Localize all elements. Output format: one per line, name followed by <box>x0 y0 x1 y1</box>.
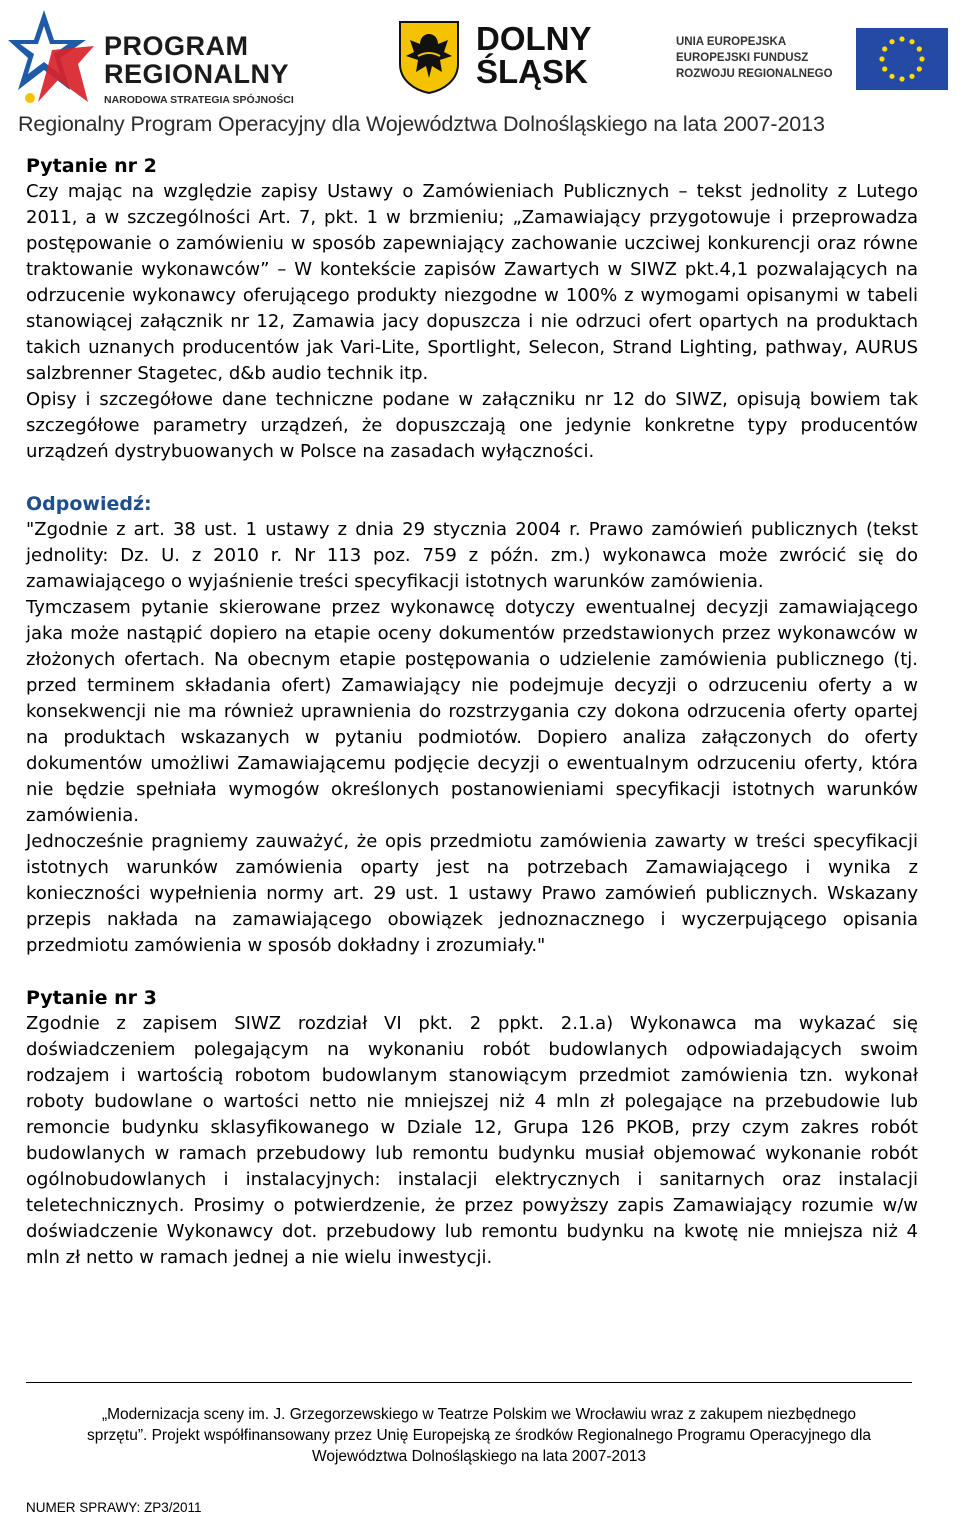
regional-program-line: Regionalny Program Operacyjny dla Województwa Dolnośląskiego na lata 2007-2013 <box>18 112 825 136</box>
answer-2-paragraph-2: Tymczasem pytanie skierowane przez wykonawcę dotyczy ewentualnej decyzji zamawiającego jaka może nastąpić dopiero na etapie oceny dokumentów przedstawionych przez wykonawców w złożonych ofertach. Na obecnym etapie postępowania o udzielenie zamówienia publicznego (tj. przed terminem składania ofert) Zamawiający nie podejmuje decyzji o odrzuceniu oferty a w konsekwencji nie ma również uprawnienia do rozstrzygania czy dokona odrzucenia oferty opartej na produktach wskazanych w pytaniu podmiotów. Dopiero analiza załączonych do oferty dokumentów umożliwi Zamawiającemu podjęcie decyzji o ewentualnym odrzuceniu oferty, która nie będzie spełniała wymogów określonych postanowieniami specyfikacji istotnych warunków zamówienia. <box>26 597 918 826</box>
eu-text-line2: EUROPEJSKI FUNDUSZ <box>676 52 809 64</box>
answer-2-paragraph-3: Jednocześnie pragniemy zauważyć, że opis przedmiotu zamówienia zawarty w treści specyfikacji istotnych warunków zamówienia oparty jest na potrzebach Zamawiającego i wynika z konieczności wypełnienia normy art. 29 ust. 1 ustawy Prawo zamówień publicznych. Wskazany przepis nakłada na zamawiającego obowiązek jednoznacznego i wyczerpującego opisania przedmiotu zamówienia w sposób dokładny i zrozumiały." <box>26 831 918 956</box>
program-subtitle: NARODOWA STRATEGIA SPÓJNOŚCI <box>104 94 294 106</box>
footer-line-1: „Modernizacja sceny im. J. Grzegorzewskiego w Teatrze Polskim we Wrocławiu wraz z zakupem niezbędnego <box>101 1406 857 1423</box>
region-name-line2: ŚLĄSK <box>476 53 588 90</box>
eu-flag-icon <box>856 28 948 90</box>
program-title-line1: PROGRAM <box>104 31 249 61</box>
footer-line-3: Województwa Dolnośląskiego na lata 2007-2013 <box>311 1448 647 1465</box>
question-3-section <box>26 985 918 1271</box>
footer-project-text <box>26 1404 932 1467</box>
program-title <box>104 32 289 88</box>
program-title-line2: REGIONALNY <box>104 59 290 89</box>
star-emblem-icon <box>8 6 96 106</box>
page-header <box>0 0 960 150</box>
question-2-paragraph-1: Czy mając na względzie zapisy Ustawy o Zamówieniach Publicznych – tekst jednolity z Lutego 2011, a w szczególności Art. 7, pkt. 1 w brzmieniu; „Zamawiający przygotowuje i przeprowadza postępowanie o zamówieniu w sposób zapewniający zachowanie uczciwej konkurencji oraz równe traktowanie wykonawców” – W kontekście zapisów Zawartych w SIWZ pkt.4,1 pozwalających na odrzucenie wykonawcy oferującego produkty niezgodne w 100% z wymogami opisanymi w tabeli stanowiącej załącznik nr 12, Zamawia jacy dopuszcza i nie odrzuci ofert opartych na produktach takich uznanych producentów jak Vari-Lite, Sportlight, Selecon, Strand Lighting, pathway, AURUS salzbrenner Stagetec, d&b audio technik itp. <box>26 181 918 384</box>
eu-text-line1: UNIA EUROPEJSKA <box>676 36 787 48</box>
eu-fund-text <box>676 34 833 82</box>
document-body <box>26 153 918 1271</box>
eu-fund-logo <box>676 26 950 96</box>
footer-line-2: sprzętu”. Projekt współfinansowany przez Unię Europejską ze środków Regionalnego Programu Operacyjnego dla <box>86 1427 872 1444</box>
answer-2-section <box>26 491 918 959</box>
question-2-paragraph-2: Opisy i szczegółowe dane techniczne podane w załączniku nr 12 do SIWZ, opisują bowiem tak szczegółowe parametry urządzeń, że dopuszczają one jedynie konkretne typy producentów urządzeń dystrybuowanych w Polsce na zasadach wyłączności. <box>26 389 918 462</box>
case-number: NUMER SPRAWY: ZP3/2011 <box>26 1500 202 1515</box>
answer-2-heading: Odpowiedź: <box>26 493 152 515</box>
question-2-section <box>26 153 918 465</box>
eu-text-line3: ROZWOJU REGIONALNEGO <box>676 68 833 80</box>
region-name-line1: DOLNY <box>476 20 592 57</box>
eagle-crest-icon <box>398 20 460 94</box>
program-regionalny-logo <box>8 6 338 106</box>
dolny-slask-logo <box>398 20 618 100</box>
spacer <box>26 959 918 985</box>
footer-divider <box>26 1382 912 1383</box>
question-3-heading: Pytanie nr 3 <box>26 987 157 1009</box>
spacer <box>26 465 918 491</box>
answer-2-paragraph-1: "Zgodnie z art. 38 ust. 1 ustawy z dnia 29 stycznia 2004 r. Prawo zamówień publicznych (tekst jednolity: Dz. U. z 2010 r. Nr 113 poz. 759 z późn. zm.) wykonawca może zwrócić się do zamawiającego o wyjaśnienie treści specyfikacji istotnych warunków zamówienia. <box>26 519 918 592</box>
question-3-paragraph-1: Zgodnie z zapisem SIWZ rozdział VI pkt. 2 ppkt. 2.1.a) Wykonawca ma wykazać się doświadczeniem polegającym na wykonaniu robót budowlanych odpowiadających swoim rodzajem i wartością robotom budowlanym stanowiącym przedmiot zamówienia tzn. wykonał roboty budowlane o wartości netto nie mniejszej niż 4 mln zł polegające na przebudowie lub remoncie budynku sklasyfikowanego w Dziale 12, Grupa 126 PKOB, przy czym zakres robót budowlanych w ramach przebudowy lub remontu budynku musiał objemować wykonanie robót ogólnobudowlanych i instalacyjnych: instalacji elektrycznych i sanitarnych oraz instalacji teletechnicznych. Prosimy o potwierdzenie, że przez powyższy zapis Zamawiający rozumie w/w doświadczenie Wykonawcy dot. przebudowy lub remontu budynku na kwotę nie mniejsza niż 4 mln zł netto w ramach jednej a nie wielu inwestycji. <box>26 1013 918 1268</box>
question-2-heading: Pytanie nr 2 <box>26 155 157 177</box>
region-name <box>476 22 592 88</box>
